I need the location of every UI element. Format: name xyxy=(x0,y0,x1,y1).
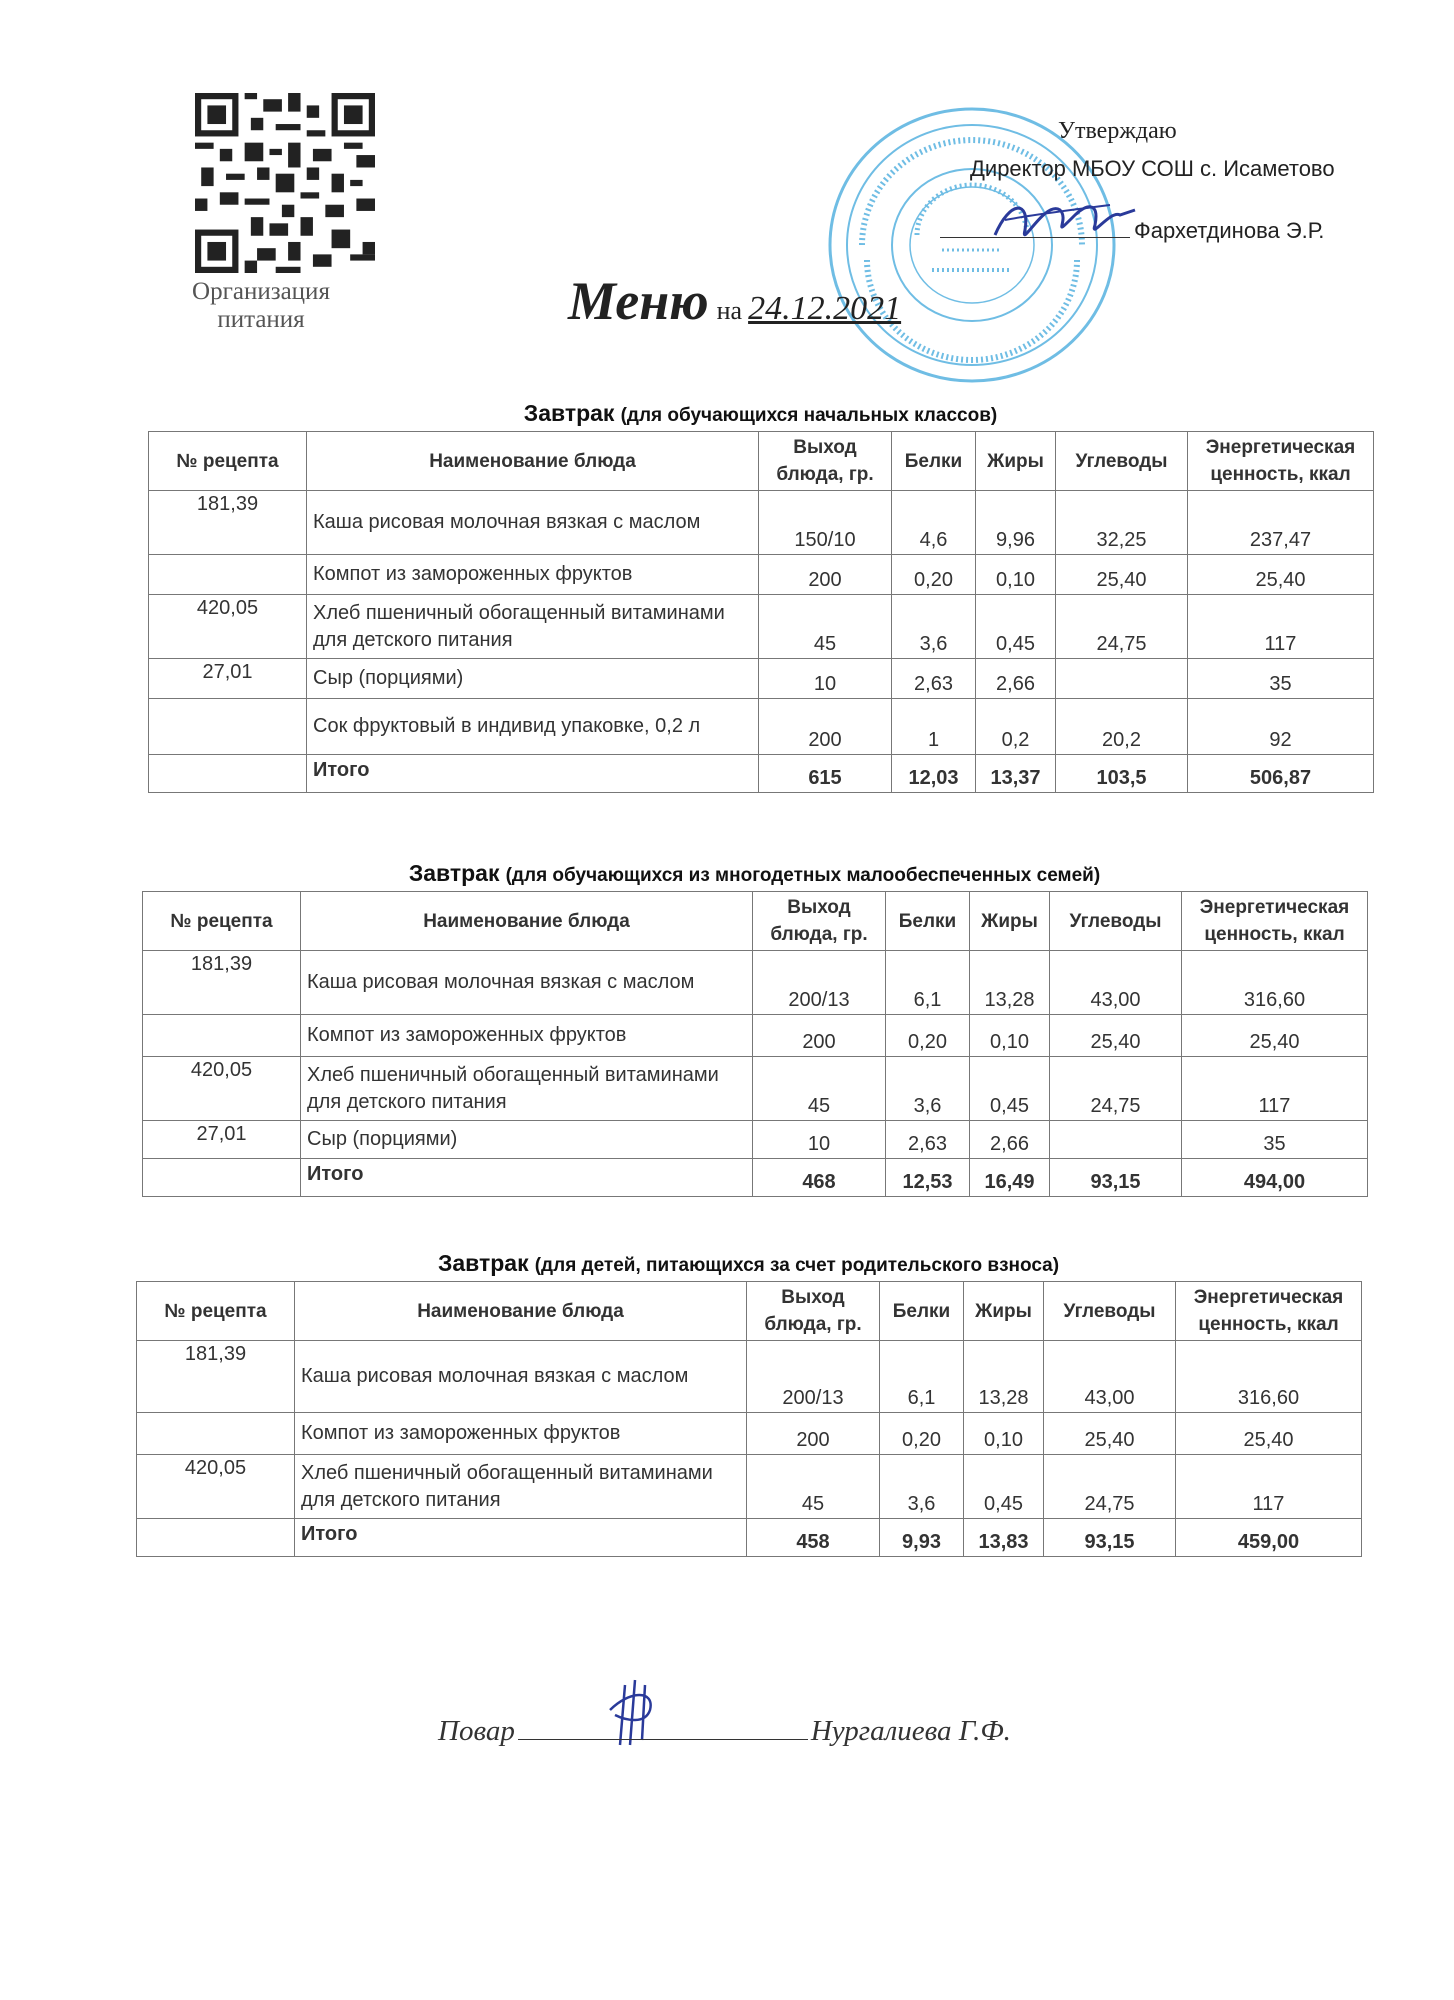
recipe-number: 181,39 xyxy=(149,491,307,555)
energy: 25,40 xyxy=(1188,555,1374,595)
col-protein: Белки xyxy=(892,432,976,491)
output: 45 xyxy=(753,1057,886,1121)
table-row xyxy=(143,951,1368,1015)
col-protein: Белки xyxy=(886,892,970,951)
col-fat: Жиры xyxy=(976,432,1056,491)
output: 200/13 xyxy=(747,1341,880,1413)
output: 200 xyxy=(753,1015,886,1057)
recipe-number: 181,39 xyxy=(137,1341,295,1413)
menu-word: Меню xyxy=(568,271,709,331)
director-title: Директор МБОУ СОШ с. Исаметово xyxy=(970,156,1335,181)
total-carbs: 103,5 xyxy=(1056,755,1188,793)
output: 150/10 xyxy=(759,491,892,555)
col-energy: Энергетическая ценность, ккал xyxy=(1188,432,1374,491)
total-fat: 13,83 xyxy=(964,1519,1044,1557)
dish-name: Компот из замороженных фруктов xyxy=(301,1015,753,1057)
table-row xyxy=(149,555,1374,595)
total-blank xyxy=(149,755,307,793)
section-title-bold: Завтрак xyxy=(408,860,500,886)
total-energy: 506,87 xyxy=(1188,755,1374,793)
carbs: 43,00 xyxy=(1050,951,1182,1015)
energy: 35 xyxy=(1182,1121,1368,1159)
section-title-rest: (для детей, питающихся за счет родительского взноса) xyxy=(534,1255,1060,1276)
protein: 2,63 xyxy=(886,1121,970,1159)
total-output: 458 xyxy=(747,1519,880,1557)
col-recipe: № рецепта xyxy=(143,892,301,951)
total-protein: 12,03 xyxy=(892,755,976,793)
col-fat: Жиры xyxy=(970,892,1050,951)
col-name: Наименование блюда xyxy=(295,1282,747,1341)
col-fat: Жиры xyxy=(964,1282,1044,1341)
fat: 0,10 xyxy=(970,1015,1050,1057)
table-header-row xyxy=(137,1282,1362,1341)
protein: 3,6 xyxy=(886,1057,970,1121)
protein: 3,6 xyxy=(892,595,976,659)
carbs: 25,40 xyxy=(1050,1015,1182,1057)
fat: 0,10 xyxy=(964,1413,1044,1455)
output: 200/13 xyxy=(753,951,886,1015)
menu-title xyxy=(568,270,901,332)
protein: 3,6 xyxy=(880,1455,964,1519)
fat: 13,28 xyxy=(970,951,1050,1015)
col-protein: Белки xyxy=(880,1282,964,1341)
section-title-rest: (для обучающихся из многодетных малообеспеченных семей) xyxy=(505,865,1101,886)
carbs: 43,00 xyxy=(1044,1341,1176,1413)
output: 10 xyxy=(753,1121,886,1159)
energy: 117 xyxy=(1176,1455,1362,1519)
output: 10 xyxy=(759,659,892,699)
total-label: Итого xyxy=(307,755,759,793)
table-row xyxy=(149,491,1374,555)
total-row xyxy=(149,755,1374,793)
signature-line xyxy=(518,1739,808,1740)
total-protein: 12,53 xyxy=(886,1159,970,1197)
table-row xyxy=(137,1455,1362,1519)
recipe-number xyxy=(149,555,307,595)
total-row xyxy=(143,1159,1368,1197)
total-label: Итого xyxy=(295,1519,747,1557)
table-row xyxy=(137,1341,1362,1413)
fat: 2,66 xyxy=(976,659,1056,699)
output: 45 xyxy=(747,1455,880,1519)
protein: 2,63 xyxy=(892,659,976,699)
cook-name: Нургалиева Г.Ф. xyxy=(810,1715,1011,1747)
total-blank xyxy=(143,1159,301,1197)
table-row xyxy=(149,659,1374,699)
recipe-number: 181,39 xyxy=(143,951,301,1015)
total-blank xyxy=(137,1519,295,1557)
dish-name: Сыр (порциями) xyxy=(307,659,759,699)
total-energy: 494,00 xyxy=(1182,1159,1368,1197)
protein: 0,20 xyxy=(886,1015,970,1057)
table-row xyxy=(143,1057,1368,1121)
menu-table xyxy=(136,1281,1362,1557)
dish-name: Компот из замороженных фруктов xyxy=(307,555,759,595)
section-title-bold: Завтрак xyxy=(523,400,615,426)
table-header-row xyxy=(149,432,1374,491)
protein: 0,20 xyxy=(892,555,976,595)
total-label: Итого xyxy=(301,1159,753,1197)
carbs: 25,40 xyxy=(1044,1413,1176,1455)
output: 45 xyxy=(759,595,892,659)
col-recipe: № рецепта xyxy=(149,432,307,491)
carbs: 24,75 xyxy=(1050,1057,1182,1121)
table-row xyxy=(143,1121,1368,1159)
col-recipe: № рецепта xyxy=(137,1282,295,1341)
recipe-number: 420,05 xyxy=(137,1455,295,1519)
total-carbs: 93,15 xyxy=(1044,1519,1176,1557)
section-title-bold: Завтрак xyxy=(437,1250,529,1276)
carbs: 24,75 xyxy=(1044,1455,1176,1519)
fat: 0,2 xyxy=(976,699,1056,755)
col-output: Выход блюда, гр. xyxy=(753,892,886,951)
section-parental-fee xyxy=(136,1250,1362,1557)
col-carbs: Углеводы xyxy=(1044,1282,1176,1341)
dish-name: Хлеб пшеничный обогащенный витаминами для детского питания xyxy=(301,1057,753,1121)
section-title xyxy=(142,860,1367,887)
dish-name: Хлеб пшеничный обогащенный витаминами для детского питания xyxy=(307,595,759,659)
cook-label: Повар xyxy=(438,1715,515,1747)
energy: 316,60 xyxy=(1182,951,1368,1015)
total-output: 615 xyxy=(759,755,892,793)
protein: 6,1 xyxy=(886,951,970,1015)
section-large-families xyxy=(142,860,1368,1197)
col-carbs: Углеводы xyxy=(1056,432,1188,491)
dish-name: Каша рисовая молочная вязкая с маслом xyxy=(301,951,753,1015)
menu-table xyxy=(148,431,1374,793)
energy: 35 xyxy=(1188,659,1374,699)
total-fat: 13,37 xyxy=(976,755,1056,793)
energy: 25,40 xyxy=(1182,1015,1368,1057)
protein: 6,1 xyxy=(880,1341,964,1413)
output: 200 xyxy=(759,699,892,755)
section-title xyxy=(136,1250,1361,1277)
director-name: Фархетдинова Э.Р. xyxy=(1134,218,1325,243)
energy: 92 xyxy=(1188,699,1374,755)
recipe-number xyxy=(143,1015,301,1057)
fat: 0,45 xyxy=(964,1455,1044,1519)
recipe-number xyxy=(137,1413,295,1455)
protein: 1 xyxy=(892,699,976,755)
protein: 4,6 xyxy=(892,491,976,555)
dish-name: Сыр (порциями) xyxy=(301,1121,753,1159)
col-name: Наименование блюда xyxy=(301,892,753,951)
total-output: 468 xyxy=(753,1159,886,1197)
section-title xyxy=(148,400,1373,427)
col-output: Выход блюда, гр. xyxy=(759,432,892,491)
total-protein: 9,93 xyxy=(880,1519,964,1557)
signature-line xyxy=(940,237,1130,238)
recipe-number: 420,05 xyxy=(143,1057,301,1121)
menu-table xyxy=(142,891,1368,1197)
total-carbs: 93,15 xyxy=(1050,1159,1182,1197)
approve-label: Утверждаю xyxy=(1058,118,1177,144)
dish-name: Каша рисовая молочная вязкая с маслом xyxy=(295,1341,747,1413)
section-primary xyxy=(148,400,1374,793)
table-row xyxy=(149,595,1374,659)
carbs: 32,25 xyxy=(1056,491,1188,555)
carbs xyxy=(1050,1121,1182,1159)
table-row xyxy=(137,1413,1362,1455)
carbs xyxy=(1056,659,1188,699)
fat: 0,45 xyxy=(970,1057,1050,1121)
on-word: на xyxy=(716,296,743,325)
dish-name: Компот из замороженных фруктов xyxy=(295,1413,747,1455)
fat: 2,66 xyxy=(970,1121,1050,1159)
recipe-number: 27,01 xyxy=(143,1121,301,1159)
menu-date: 24.12.2021 xyxy=(748,290,902,327)
section-title-rest: (для обучающихся начальных классов) xyxy=(620,405,998,426)
table-row xyxy=(149,699,1374,755)
col-name: Наименование блюда xyxy=(307,432,759,491)
cook-line xyxy=(438,1715,1011,1748)
fat: 0,45 xyxy=(976,595,1056,659)
output: 200 xyxy=(747,1413,880,1455)
table-header-row xyxy=(143,892,1368,951)
dish-name: Каша рисовая молочная вязкая с маслом xyxy=(307,491,759,555)
dish-name: Сок фруктовый в индивид упаковке, 0,2 л xyxy=(307,699,759,755)
total-row xyxy=(137,1519,1362,1557)
table-row xyxy=(143,1015,1368,1057)
energy: 117 xyxy=(1188,595,1374,659)
total-energy: 459,00 xyxy=(1176,1519,1362,1557)
recipe-number xyxy=(149,699,307,755)
output: 200 xyxy=(759,555,892,595)
col-carbs: Углеводы xyxy=(1050,892,1182,951)
total-fat: 16,49 xyxy=(970,1159,1050,1197)
fat: 0,10 xyxy=(976,555,1056,595)
energy: 237,47 xyxy=(1188,491,1374,555)
qr-caption: Организация питания xyxy=(192,278,330,333)
energy: 25,40 xyxy=(1176,1413,1362,1455)
qr-code xyxy=(195,93,375,273)
carbs: 20,2 xyxy=(1056,699,1188,755)
fat: 13,28 xyxy=(964,1341,1044,1413)
protein: 0,20 xyxy=(880,1413,964,1455)
col-energy: Энергетическая ценность, ккал xyxy=(1176,1282,1362,1341)
recipe-number: 27,01 xyxy=(149,659,307,699)
dish-name: Хлеб пшеничный обогащенный витаминами для детского питания xyxy=(295,1455,747,1519)
energy: 316,60 xyxy=(1176,1341,1362,1413)
col-energy: Энергетическая ценность, ккал xyxy=(1182,892,1368,951)
recipe-number: 420,05 xyxy=(149,595,307,659)
director-sign-line xyxy=(940,218,1324,244)
carbs: 25,40 xyxy=(1056,555,1188,595)
fat: 9,96 xyxy=(976,491,1056,555)
energy: 117 xyxy=(1182,1057,1368,1121)
carbs: 24,75 xyxy=(1056,595,1188,659)
col-output: Выход блюда, гр. xyxy=(747,1282,880,1341)
